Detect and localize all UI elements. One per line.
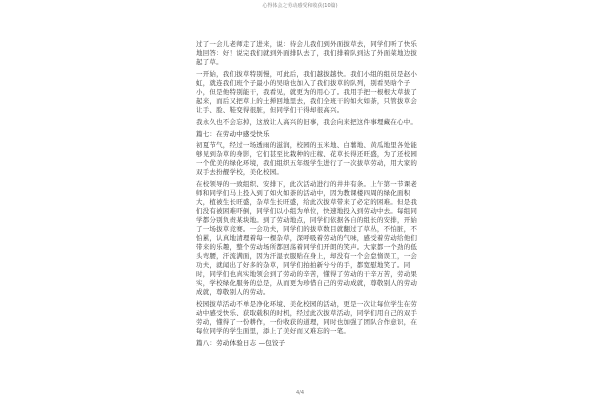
paragraph: 我永久也不会忘掉，这放让人高兴的旧事，我会向来把这件事埋藏在心中。: [196, 118, 418, 126]
paragraph: 一开始，我们拔草特别慢，可此后，我们越拔越快。我们小组的组员是赵小虹，就连我们班个子最小的吴晗也加入了我们拔草的队列，别看吴晗个子小，但是他特别能干，我看见，就更为的用心了。我用手把一根根大草拔了起来，而后又把草上的土掸回地里去，我们全班干的如火如荼，只管拔草会让手、脸、鞋变得很脏，但同学们干得却很高兴。: [196, 70, 418, 114]
paragraph: 校园拔草活动不单是净化环境、美化校园的活动，更是一次让每位学生在劳动中感受快乐、获取载积的时机，经过此次拔草活动，同学们用自己的双手劳动，懂得了一份耕作，一份收获的道理，同时也加强了团队合作意识，在每位同学的学生面里，添上了美好而又难忘的一笔。: [196, 300, 418, 335]
paragraph: 初夏节气，经过一场透雨的滋润，校园的玉米地、白薯地、黄瓜地里各处能够见到杂草的身影，它们甚至比栽种的庄稼、花草长得还旺盛，为了还校园一个优美的绿化环境，我们组织五年级学生进行了一次拔草劳动，用大家的双手去扮靓学校，美化校园。: [196, 141, 418, 176]
paragraph: 在校领导的一致组织、安排下，此次活动进行的井井有条。上午第一节课老师和同学们马上投入到了如火如荼的活动中，因为教课楼四周的绿化面积大，植被生长旺盛，杂草生长旺盛，给此次拔草带来了必定的困难。但是我们没有被困难吓倒，同学们以小组为单位，快速地投入到劳动中去。每组同学都分别负责某块地。到了劳动地点，同学们依据各自的组长的安排，开始了一场拔草竞赛。一会功夫，同学们的拔草数目就翻过了草丛，不怕脏，不怕累，认真地清理着每一棵杂草，深呼吸着劳动的气味，感受着劳动给他们带来的乐趣，整个劳动场所都回荡着同学们开朗的笑声。大家都一个劲的低头弯腰，汗流满面，因为汗湿衣服贴在身上，却没有一个会怠惰误工，一会功夫，就闻出了好多的杂草，同学们拍拍新兮兮的手，都宽慰地笑了。同时，同学们也真实地领会到了劳动的辛苦，懂得了劳动的干辛万苦，劳动果实，学校绿化服务的总是，从而更为珍惜自己的劳动成就，尊敬别人的劳动成就，尊敬别人的劳动。: [196, 180, 418, 296]
paragraph: 过了一会儿老师走了进来，说：待会儿我们到外面拔草去，同学们听了快乐地回答：好！说完我们就到外面排队去了，我们排着队到达了外面菜地边拔起了草。: [196, 40, 418, 66]
page-header: 心得体会之劳动感受和收获(10篇): [262, 3, 338, 9]
page-number: 4/4: [295, 390, 305, 396]
section-heading: 篇八：劳动体验日志 —包饺子: [196, 339, 286, 347]
section-heading: 篇七：在劳动中感受快乐: [196, 130, 270, 138]
document-body: [196, 40, 421, 350]
